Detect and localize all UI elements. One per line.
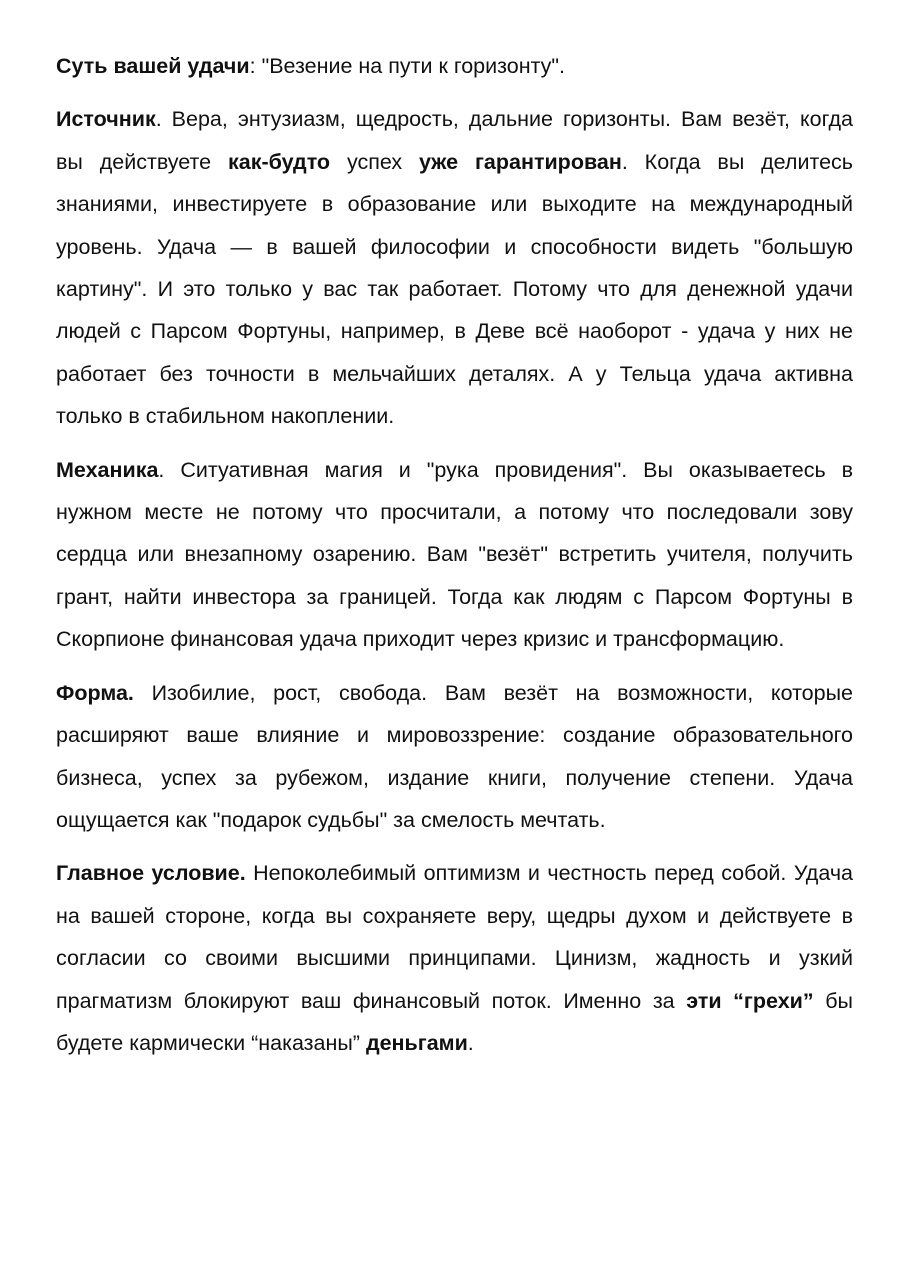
condition-bold-2: деньгами [365, 1030, 468, 1055]
source-text-2: успех [330, 149, 419, 174]
intro-text: : "Везение на пути к горизонту". [249, 54, 566, 78]
document-page [56, 45, 853, 1075]
form-text: Изобилие, рост, свобода. Вам везёт на возможности, которые расширяют ваше влияние и мировоззрение: создание образовательного бизнеса, успех за рубежом, издание книги, получение степени. Удача ощущается как "подарок судьбы" за смелость мечтать. [56, 680, 853, 832]
condition-text-1: Непоколебимый оптимизм и честность перед собой. Удача на вашей стороне, когда вы сохраняете веру, щедры духом и действуете в согласии со своими высшими принципами. Цинизм, жадность и узкий прагматизм блокируют ваш финансовый поток. Именно за [56, 861, 853, 1013]
condition-text-2: бы будете кармически “наказаны” [56, 988, 853, 1055]
source-label: Источник [56, 107, 156, 132]
condition-paragraph [56, 852, 853, 1064]
source-bold-1: как-будто [227, 149, 331, 174]
form-label: Форма. [56, 680, 134, 705]
intro-paragraph [56, 45, 853, 87]
source-paragraph [56, 98, 853, 437]
mechanics-text: . Ситуативная магия и "рука провидения". Вы оказываетесь в нужном месте не потому что просчитали, а потому что последовали зову сердца или внезапному озарению. Вам "везёт" встретить учителя, получить грант, найти инвестора за границей. Тогда как людям с Парсом Фортуны в Скорпионе финансовая удача приходит через кризис и трансформацию. [56, 457, 853, 652]
source-text-3: . Когда вы делитесь знаниями, инвестируете в образование или выходите на международный уровень. Удача — в вашей философии и способности видеть "большую картину". И это только у вас так работает. Потому что для денежной удачи людей с Парсом Фортуны, например, в Деве всё наоборот - удача у них не работает без точности в мельчайших деталях. А у Тельца удача активна только в стабильном накоплении. [56, 149, 853, 429]
condition-label: Главное условие. [56, 861, 246, 886]
condition-bold-1: эти “грехи” [686, 988, 814, 1013]
source-bold-2: уже гарантирован [418, 149, 622, 174]
condition-text-3: . [467, 1030, 474, 1055]
intro-label: Суть вашей удачи [56, 54, 250, 78]
mechanics-paragraph [56, 449, 853, 661]
source-text-1: . Вера, энтузиазм, щедрость, дальние горизонты. Вам везёт, когда вы действуете [56, 107, 853, 174]
mechanics-label: Механика [56, 457, 159, 482]
form-paragraph [56, 672, 853, 842]
